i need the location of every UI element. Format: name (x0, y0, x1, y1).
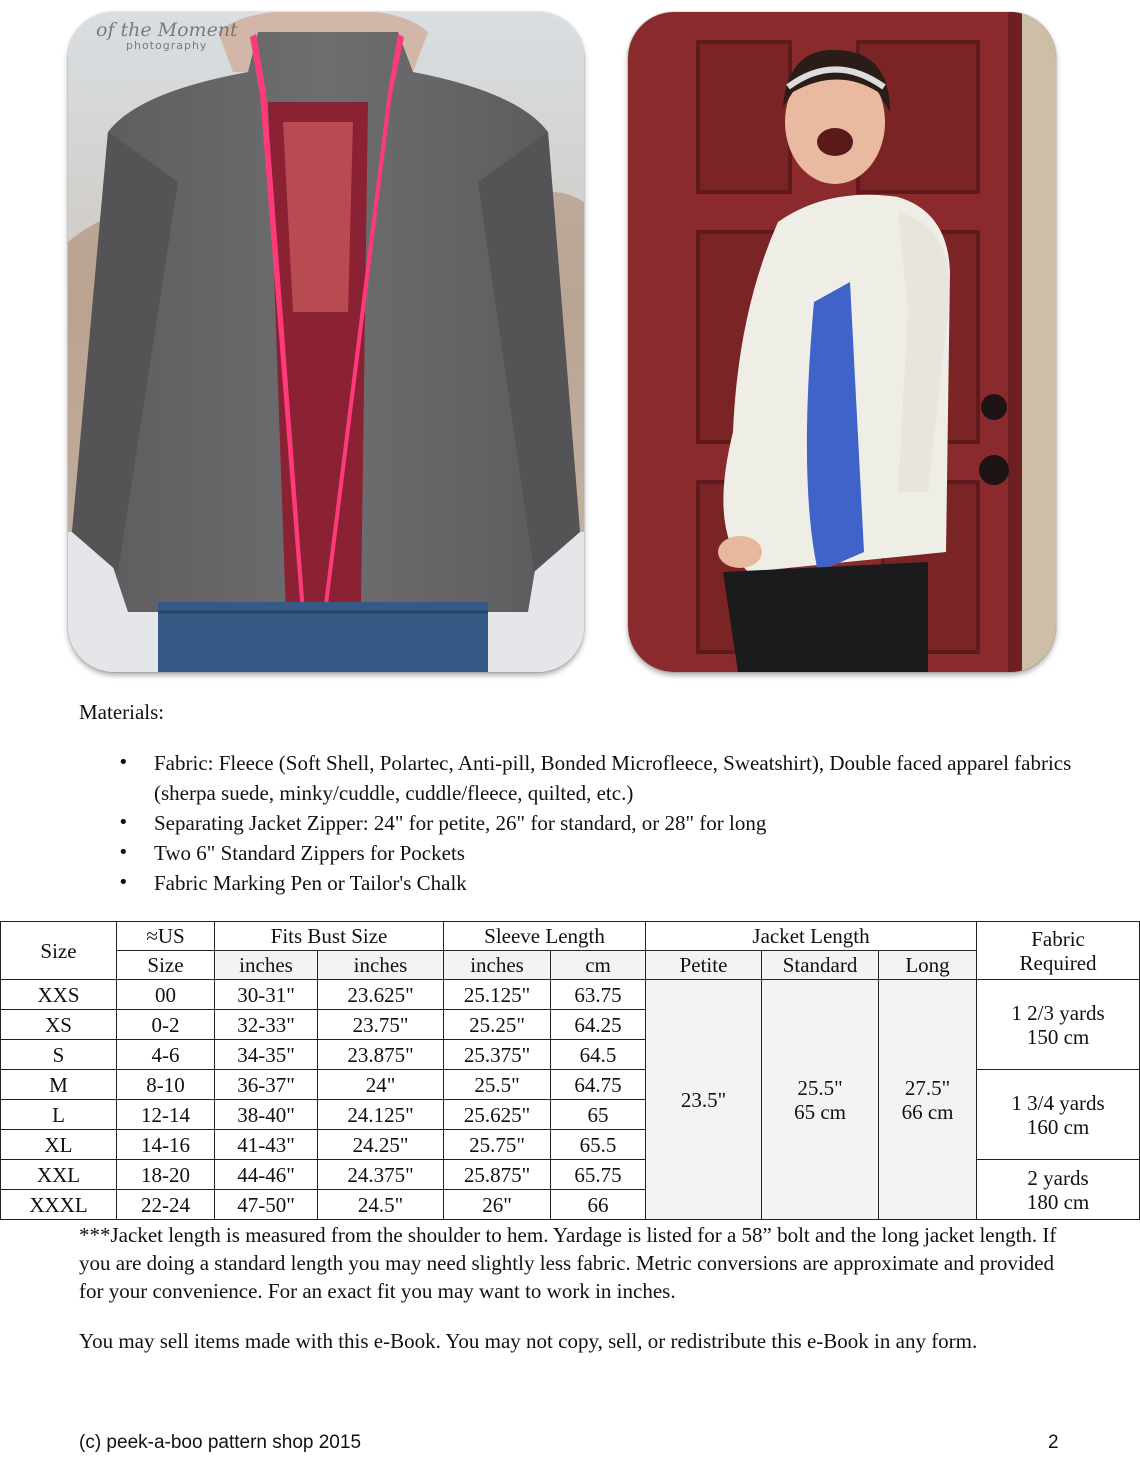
cell-size: XXL (1, 1160, 117, 1190)
cell-size: L (1, 1100, 117, 1130)
measurement-note: ***Jacket length is measured from the shoulder to hem. Yardage is listed for a 58” bolt and the long jacket length. If you are doing a standard length you may need slightly less fabric. Metric conversions are approximate and provided for your convenience. For an exact fit you may want to work in inches. (79, 1223, 1057, 1303)
cell-size: S (1, 1040, 117, 1070)
cell-bust-inches: 30-31" (215, 980, 318, 1010)
cell-fabric-small: 1 2/3 yards 150 cm (977, 980, 1140, 1070)
cell-bust-inches: 36-37" (215, 1070, 318, 1100)
header-standard: Standard (762, 951, 879, 980)
header-fits-bust: Fits Bust Size (215, 922, 444, 951)
cell-us-size: 12-14 (117, 1100, 215, 1130)
material-item-fabric: • Fabric: Fleece (Soft Shell, Polartec, Anti-pill, Bonded Microfleece, Sweatshirt), Double faced apparel fabrics (sherpa suede, minky/cuddle, cuddle/fleece, quilted, etc.) (118, 748, 1078, 808)
materials-heading: Materials: (79, 700, 165, 724)
cell-bust-inches: 34-35" (215, 1040, 318, 1070)
cell-us-size: 8-10 (117, 1070, 215, 1100)
cell-sleeve-inches: 25.375" (444, 1040, 551, 1070)
size-chart-table (0, 921, 1140, 1220)
cell-sleeve-inches: 25.875" (444, 1160, 551, 1190)
photo-white-jacket (628, 12, 1056, 672)
header-us-size-bottom: Size (117, 951, 215, 980)
cell-bust-inches-b: 23.625" (318, 980, 444, 1010)
cell-sleeve-inches: 25.75" (444, 1130, 551, 1160)
cell-sleeve-cm: 65 (551, 1100, 646, 1130)
cell-bust-inches-b: 24.5" (318, 1190, 444, 1220)
cell-size: XXS (1, 980, 117, 1010)
header-sleeve-length: Sleeve Length (444, 922, 646, 951)
cell-sleeve-inches: 26" (444, 1190, 551, 1220)
cell-sleeve-cm: 64.75 (551, 1070, 646, 1100)
materials-list (118, 748, 1078, 898)
cell-sleeve-inches: 25.25" (444, 1010, 551, 1040)
cell-us-size: 4-6 (117, 1040, 215, 1070)
header-jacket-length: Jacket Length (646, 922, 977, 951)
cell-bust-inches-b: 24" (318, 1070, 444, 1100)
photo-grey-jacket (68, 12, 584, 672)
material-item-marking-pen: • Fabric Marking Pen or Tailor's Chalk (118, 868, 1078, 898)
cell-bust-inches: 38-40" (215, 1100, 318, 1130)
cell-size: XL (1, 1130, 117, 1160)
footer-copyright: (c) peek-a-boo pattern shop 2015 (79, 1432, 362, 1453)
cell-us-size: 18-20 (117, 1160, 215, 1190)
header-size: Size (1, 922, 117, 980)
photo-watermark: of the Moment photography (96, 19, 238, 52)
cell-sleeve-cm: 63.75 (551, 980, 646, 1010)
header-bust-inches-b: inches (318, 951, 444, 980)
cell-bust-inches-b: 24.375" (318, 1160, 444, 1190)
cell-sleeve-inches: 25.125" (444, 980, 551, 1010)
table-row (1, 980, 1140, 1010)
cell-sleeve-cm: 64.25 (551, 1010, 646, 1040)
material-item-jacket-zipper: • Separating Jacket Zipper: 24" for petite, 26" for standard, or 28" for long (118, 808, 1078, 838)
header-sleeve-cm: cm (551, 951, 646, 980)
cell-long-length: 27.5" 66 cm (879, 980, 977, 1220)
cell-sleeve-cm: 65.5 (551, 1130, 646, 1160)
header-bust-inches-a: inches (215, 951, 318, 980)
cell-us-size: 22-24 (117, 1190, 215, 1220)
cell-us-size: 0-2 (117, 1010, 215, 1040)
cell-size: M (1, 1070, 117, 1100)
cell-fabric-large: 2 yards 180 cm (977, 1160, 1140, 1220)
cell-sleeve-inches: 25.5" (444, 1070, 551, 1100)
cell-bust-inches-b: 24.25" (318, 1130, 444, 1160)
header-sleeve-inches: inches (444, 951, 551, 980)
header-petite: Petite (646, 951, 762, 980)
cell-bust-inches: 41-43" (215, 1130, 318, 1160)
usage-terms: You may sell items made with this e-Book. You may not copy, sell, or redistribute this e-Book in any form. (79, 1329, 978, 1353)
header-fabric-required: Fabric Required (977, 922, 1140, 980)
cell-size: XS (1, 1010, 117, 1040)
cell-size: XXXL (1, 1190, 117, 1220)
cell-petite-length: 23.5" (646, 980, 762, 1220)
cell-us-size: 00 (117, 980, 215, 1010)
cell-bust-inches-b: 24.125" (318, 1100, 444, 1130)
cell-bust-inches: 44-46" (215, 1160, 318, 1190)
cell-bust-inches: 32-33" (215, 1010, 318, 1040)
header-long: Long (879, 951, 977, 980)
cell-us-size: 14-16 (117, 1130, 215, 1160)
cell-sleeve-cm: 64.5 (551, 1040, 646, 1070)
header-us-size-top: ≈US (117, 922, 215, 951)
cell-standard-length: 25.5" 65 cm (762, 980, 879, 1220)
cell-bust-inches-b: 23.75" (318, 1010, 444, 1040)
cell-bust-inches-b: 23.875" (318, 1040, 444, 1070)
cell-bust-inches: 47-50" (215, 1190, 318, 1220)
cell-sleeve-cm: 66 (551, 1190, 646, 1220)
material-item-pocket-zippers: • Two 6" Standard Zippers for Pockets (118, 838, 1078, 868)
cell-sleeve-inches: 25.625" (444, 1100, 551, 1130)
cell-fabric-medium: 1 3/4 yards 160 cm (977, 1070, 1140, 1160)
cell-sleeve-cm: 65.75 (551, 1160, 646, 1190)
page-number: 2 (1048, 1432, 1059, 1453)
